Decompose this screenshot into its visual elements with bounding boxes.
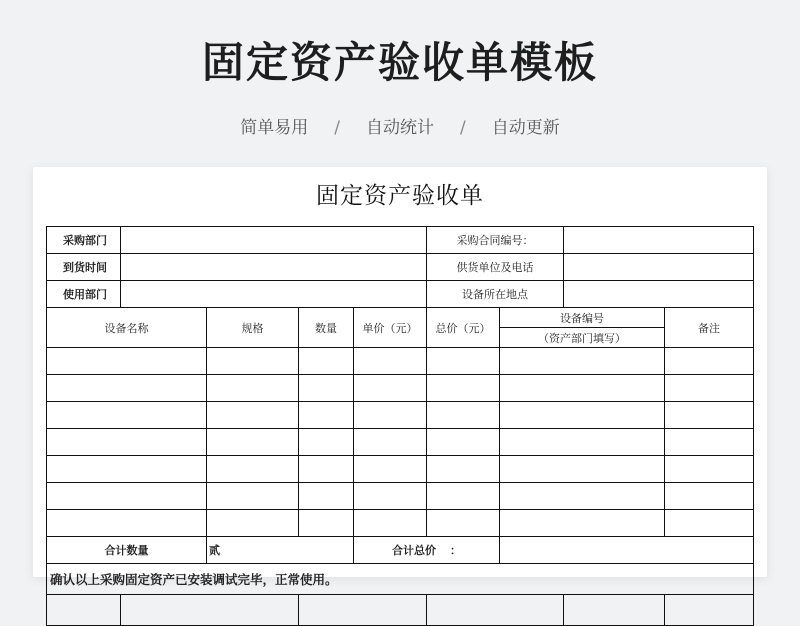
- cell-unit-price[interactable]: [354, 348, 427, 375]
- cell-spec[interactable]: [207, 429, 299, 456]
- signature-cell[interactable]: [427, 595, 564, 626]
- acceptance-form-table: [46, 226, 754, 626]
- cell-spec[interactable]: [207, 402, 299, 429]
- purchase-dept-label: 采购部门: [47, 227, 121, 254]
- purchase-contract-no-label: 采购合同编号：: [427, 227, 564, 254]
- total-price-label-text: 合计总价: [392, 544, 436, 557]
- signature-cell[interactable]: [299, 595, 427, 626]
- cell-equipment-no[interactable]: [500, 348, 665, 375]
- col-equipment-no: 设备编号: [500, 308, 665, 328]
- cell-unit-price[interactable]: [354, 483, 427, 510]
- cell-unit-price[interactable]: [354, 402, 427, 429]
- table-row: [47, 375, 754, 402]
- feature-tagline: [0, 113, 800, 138]
- tag-auto-stats: 自动统计: [366, 118, 434, 138]
- cell-remarks[interactable]: [665, 429, 754, 456]
- cell-spec[interactable]: [207, 375, 299, 402]
- cell-remarks[interactable]: [665, 348, 754, 375]
- cell-spec[interactable]: [207, 483, 299, 510]
- cell-total-price[interactable]: [427, 348, 500, 375]
- table-row: [47, 402, 754, 429]
- col-spec: 规格: [207, 308, 299, 348]
- col-remarks: 备注: [665, 308, 754, 348]
- total-price-colon: ：: [450, 544, 461, 557]
- cell-equipment-no[interactable]: [500, 483, 665, 510]
- cell-equipment-name[interactable]: [47, 402, 207, 429]
- cell-unit-price[interactable]: [354, 429, 427, 456]
- info-row: [47, 254, 754, 281]
- table-row: [47, 456, 754, 483]
- cell-equipment-name[interactable]: [47, 456, 207, 483]
- totals-row: [47, 537, 754, 564]
- cell-equipment-no[interactable]: [500, 402, 665, 429]
- col-asset-dept-fill: （资产部门填写）: [500, 328, 665, 348]
- cell-unit-price[interactable]: [354, 375, 427, 402]
- cell-remarks[interactable]: [665, 483, 754, 510]
- supplier-phone-label: 供货单位及电话: [427, 254, 564, 281]
- cell-remarks[interactable]: [665, 456, 754, 483]
- cell-equipment-no[interactable]: [500, 429, 665, 456]
- arrival-time-value[interactable]: [121, 254, 427, 281]
- cell-remarks[interactable]: [665, 402, 754, 429]
- info-row: [47, 227, 754, 254]
- signature-row: [47, 595, 754, 626]
- cell-equipment-name[interactable]: [47, 510, 207, 537]
- tag-easy: 简单易用: [240, 118, 309, 138]
- signature-cell[interactable]: [665, 595, 754, 626]
- cell-total-price[interactable]: [427, 402, 500, 429]
- cell-equipment-name[interactable]: [47, 483, 207, 510]
- table-row: [47, 348, 754, 375]
- cell-spec[interactable]: [207, 456, 299, 483]
- confirmation-text: 确认以上采购固定资产已安装调试完毕，正常使用。: [47, 564, 754, 595]
- cell-total-price[interactable]: [427, 375, 500, 402]
- use-dept-label: 使用部门: [47, 281, 121, 308]
- purchase-dept-value[interactable]: [121, 227, 427, 254]
- cell-quantity[interactable]: [299, 510, 354, 537]
- cell-quantity[interactable]: [299, 348, 354, 375]
- cell-equipment-no[interactable]: [500, 510, 665, 537]
- table-row: [47, 510, 754, 537]
- cell-remarks[interactable]: [665, 375, 754, 402]
- cell-equipment-name[interactable]: [47, 429, 207, 456]
- cell-total-price[interactable]: [427, 429, 500, 456]
- cell-equipment-no[interactable]: [500, 456, 665, 483]
- cell-quantity[interactable]: [299, 483, 354, 510]
- col-unit-price: 单价（元）: [354, 308, 427, 348]
- tag-separator: /: [334, 118, 340, 138]
- table-row: [47, 483, 754, 510]
- cell-quantity[interactable]: [299, 429, 354, 456]
- cell-spec[interactable]: [207, 510, 299, 537]
- tag-auto-update: 自动更新: [491, 118, 560, 138]
- cell-quantity[interactable]: [299, 402, 354, 429]
- cell-unit-price[interactable]: [354, 510, 427, 537]
- arrival-time-label: 到货时间: [47, 254, 121, 281]
- total-quantity-label: 合计数量: [47, 537, 207, 564]
- page-title: 固定资产验收单模板: [201, 38, 598, 87]
- table-row: [47, 429, 754, 456]
- supplier-phone-value[interactable]: [564, 254, 754, 281]
- cell-quantity[interactable]: [299, 375, 354, 402]
- cell-equipment-name[interactable]: [47, 348, 207, 375]
- total-price-value[interactable]: [500, 537, 754, 564]
- cell-unit-price[interactable]: [354, 456, 427, 483]
- cell-total-price[interactable]: [427, 483, 500, 510]
- col-equipment-name: 设备名称: [47, 308, 207, 348]
- purchase-contract-no-value[interactable]: [564, 227, 754, 254]
- info-row: [47, 281, 754, 308]
- col-quantity: 数量: [299, 308, 354, 348]
- tag-separator: /: [460, 118, 466, 138]
- cell-equipment-no[interactable]: [500, 375, 665, 402]
- total-quantity-value[interactable]: 贰: [207, 537, 354, 564]
- cell-remarks[interactable]: [665, 510, 754, 537]
- col-total-price: 总价（元）: [427, 308, 500, 348]
- cell-spec[interactable]: [207, 348, 299, 375]
- form-sheet: [33, 167, 767, 587]
- use-dept-value[interactable]: [121, 281, 427, 308]
- signature-cell[interactable]: [121, 595, 299, 626]
- cell-total-price[interactable]: [427, 456, 500, 483]
- cell-equipment-name[interactable]: [47, 375, 207, 402]
- form-title: 固定资产验收单: [316, 183, 484, 209]
- confirmation-row: [47, 564, 754, 595]
- signature-cell[interactable]: [47, 595, 121, 626]
- signature-cell[interactable]: [564, 595, 665, 626]
- equipment-location-value[interactable]: [564, 281, 754, 308]
- column-header-row: [47, 308, 754, 328]
- total-price-label: [354, 537, 500, 564]
- equipment-location-label: 设备所在地点: [427, 281, 564, 308]
- cell-quantity[interactable]: [299, 456, 354, 483]
- cell-total-price[interactable]: [427, 510, 500, 537]
